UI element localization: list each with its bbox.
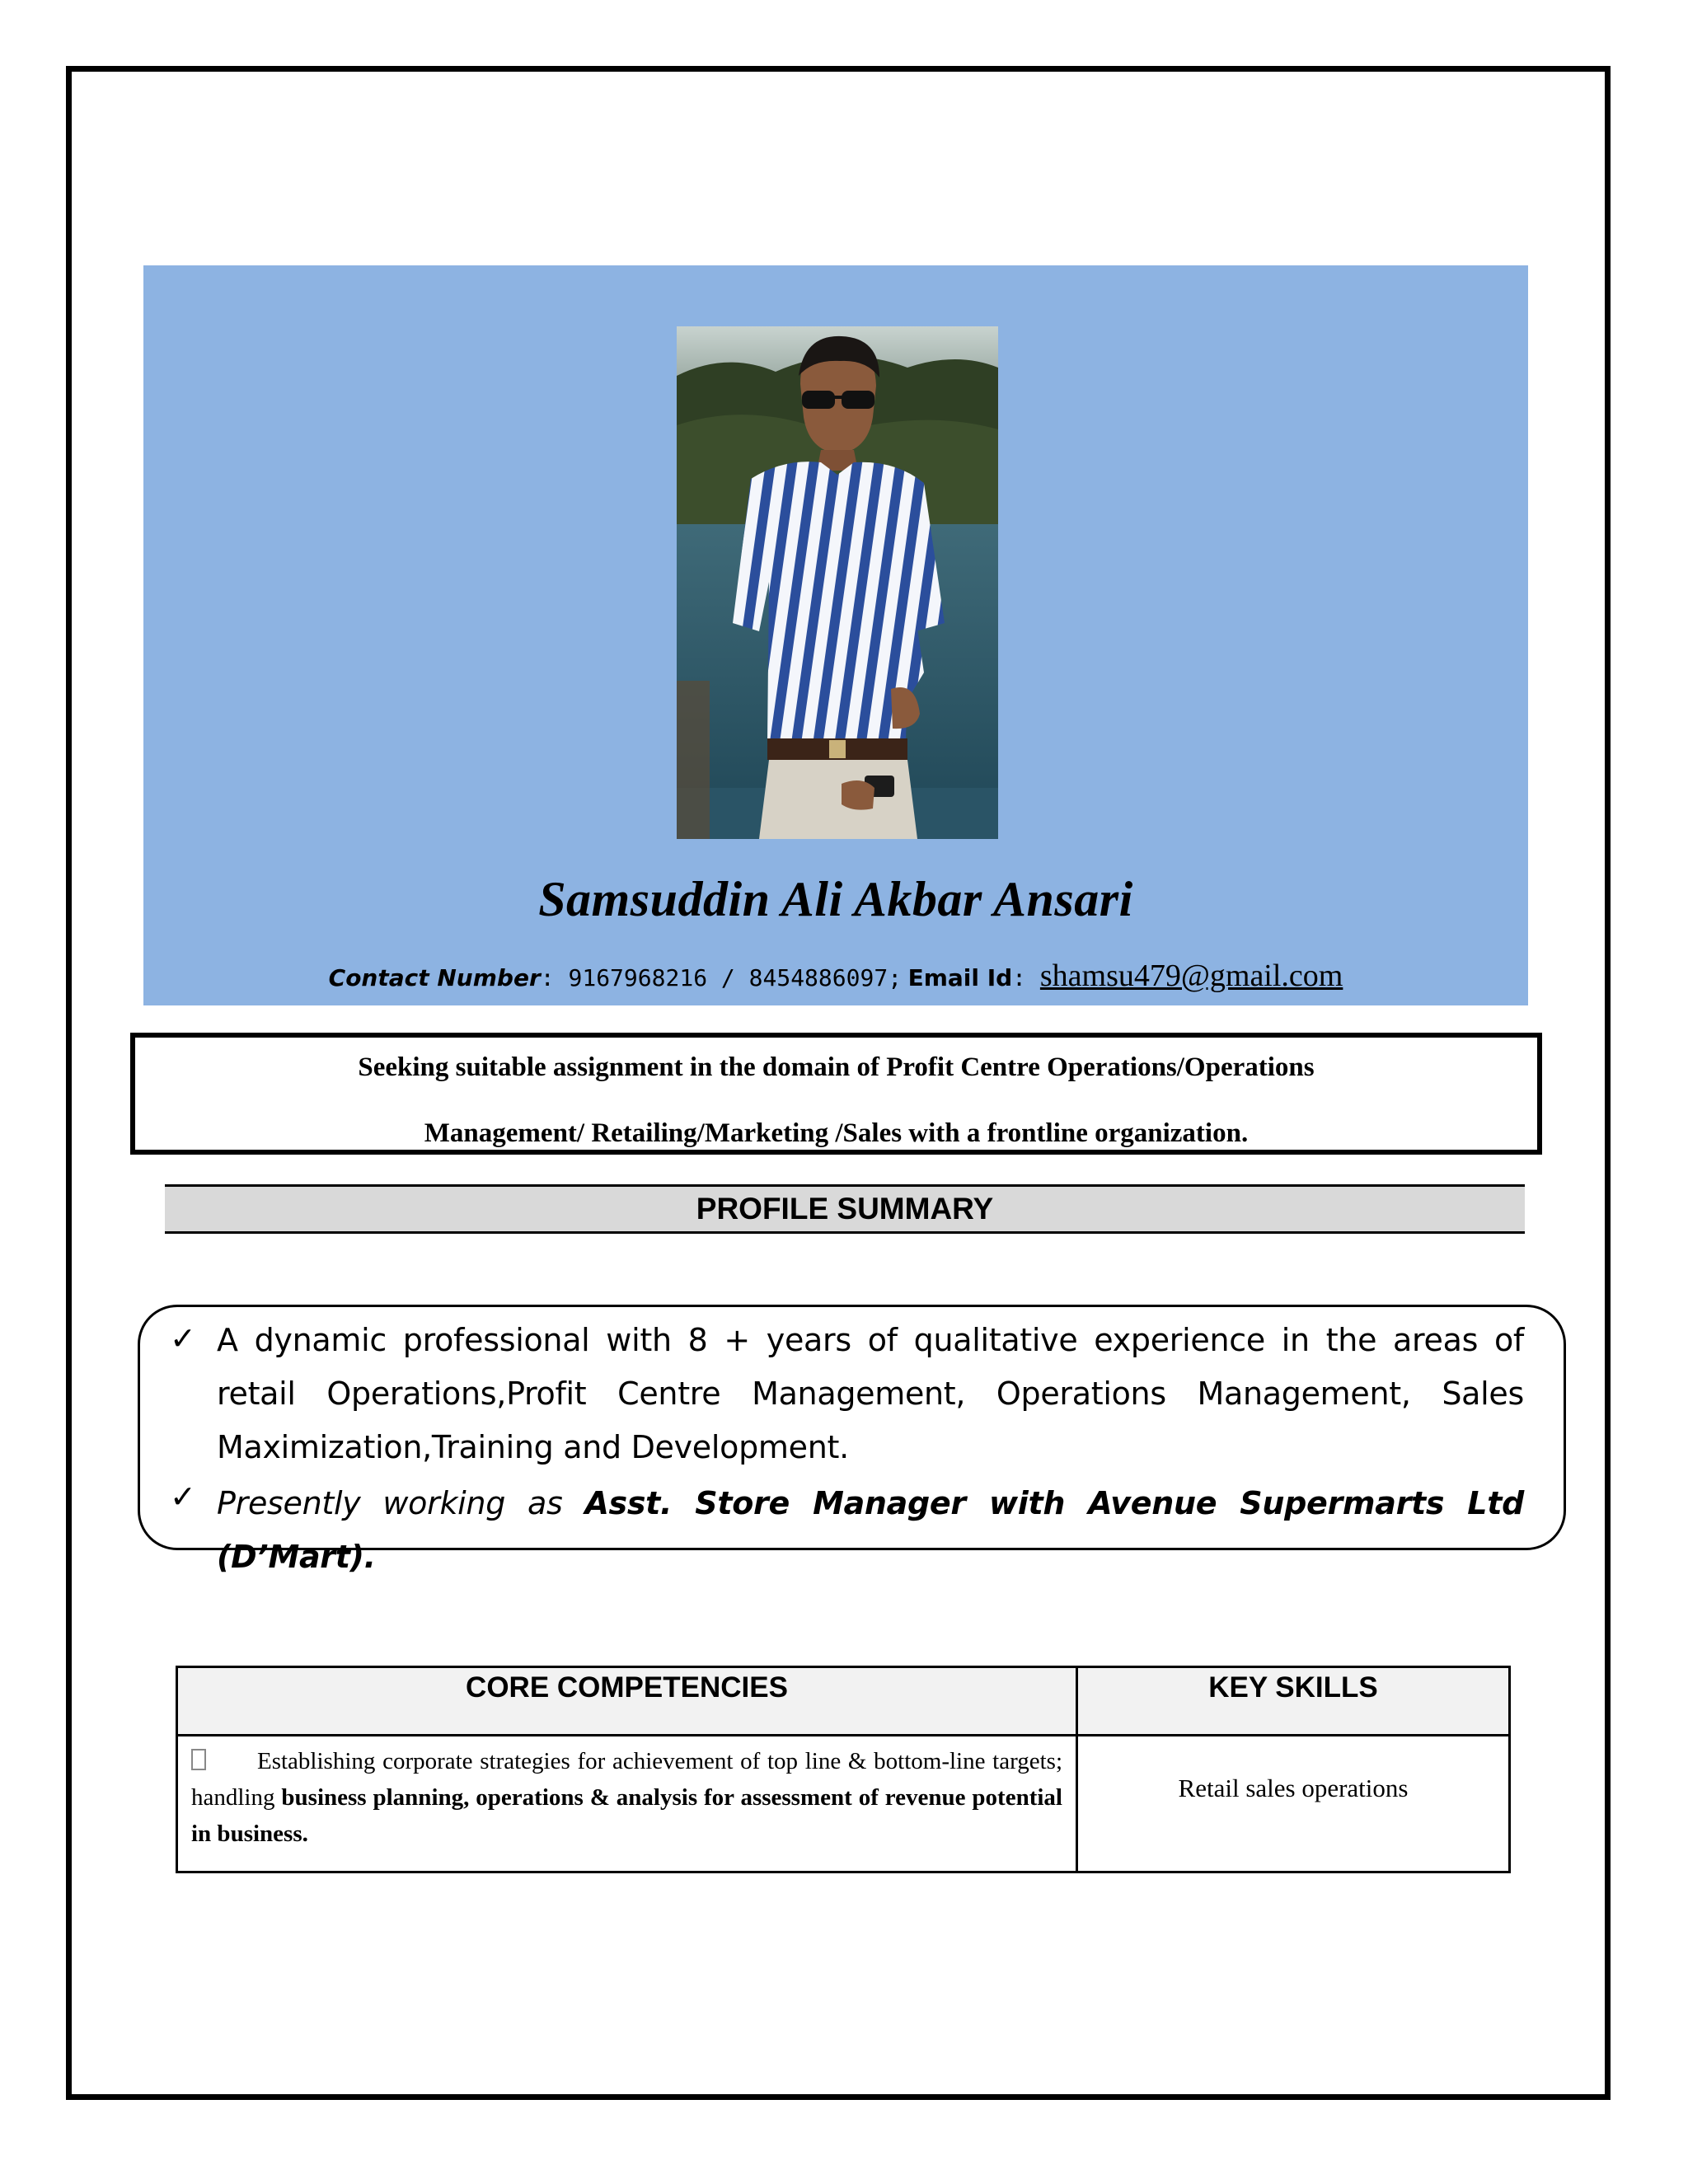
competencies-table: [176, 1666, 1511, 1873]
core-competencies-header: CORE COMPETENCIES: [466, 1671, 788, 1704]
bullet-box-icon: [191, 1749, 206, 1770]
core-competency-bold-text: business planning, operations & analysis for assessment of revenue potential in business.: [191, 1784, 1062, 1847]
contact-number-label: Contact Number: [328, 964, 541, 991]
core-competency-text: Establishing corporate strategies for achievement of top line & bottom-line targets; handling: [191, 1748, 1062, 1811]
email-label: Email Id: [907, 964, 1013, 991]
key-skill-cell: Retail sales operations: [1178, 1774, 1409, 1802]
summary-item-2-prefix: Presently working as: [217, 1485, 585, 1521]
email-link[interactable]: shamsu479@gmail.com: [1039, 958, 1343, 993]
check-icon: ✓: [170, 1479, 196, 1515]
contact-numbers: 9167968216 / 8454886097;: [568, 964, 903, 991]
objective-box: [130, 1033, 1542, 1155]
profile-summary-box: [138, 1305, 1566, 1575]
core-competency-cell: [191, 1743, 1062, 1852]
summary-item-2: [217, 1477, 1524, 1584]
summary-item-1: A dynamic professional with 8 + years of qualitative experience in the areas of retail Operations,Profit Centre Management, Operations Management, Sales Maximization,Training and Development.: [217, 1322, 1524, 1465]
profile-summary-heading: PROFILE SUMMARY: [165, 1184, 1525, 1234]
header-panel: [143, 265, 1528, 1005]
contact-line: [143, 958, 1528, 994]
summary-item-2-role: Asst. Store Manager with Avenue Supermarts Ltd (D’Mart).: [217, 1485, 1524, 1575]
table-row-divider: [178, 1734, 1508, 1736]
objective-line-2: Management/ Retailing/Marketing /Sales with a frontline organization.: [424, 1118, 1249, 1148]
email-separator: :: [1012, 964, 1040, 991]
profile-photo-image: [677, 326, 998, 839]
contact-number-separator: :: [540, 964, 569, 991]
profile-photo: [677, 326, 998, 839]
candidate-name: Samsuddin Ali Akbar Ansari: [538, 872, 1133, 926]
key-skills-header: KEY SKILLS: [1208, 1671, 1378, 1704]
check-icon: ✓: [170, 1320, 196, 1357]
objective-line-1: Seeking suitable assignment in the domain of Profit Centre Operations/Operations: [358, 1052, 1315, 1082]
